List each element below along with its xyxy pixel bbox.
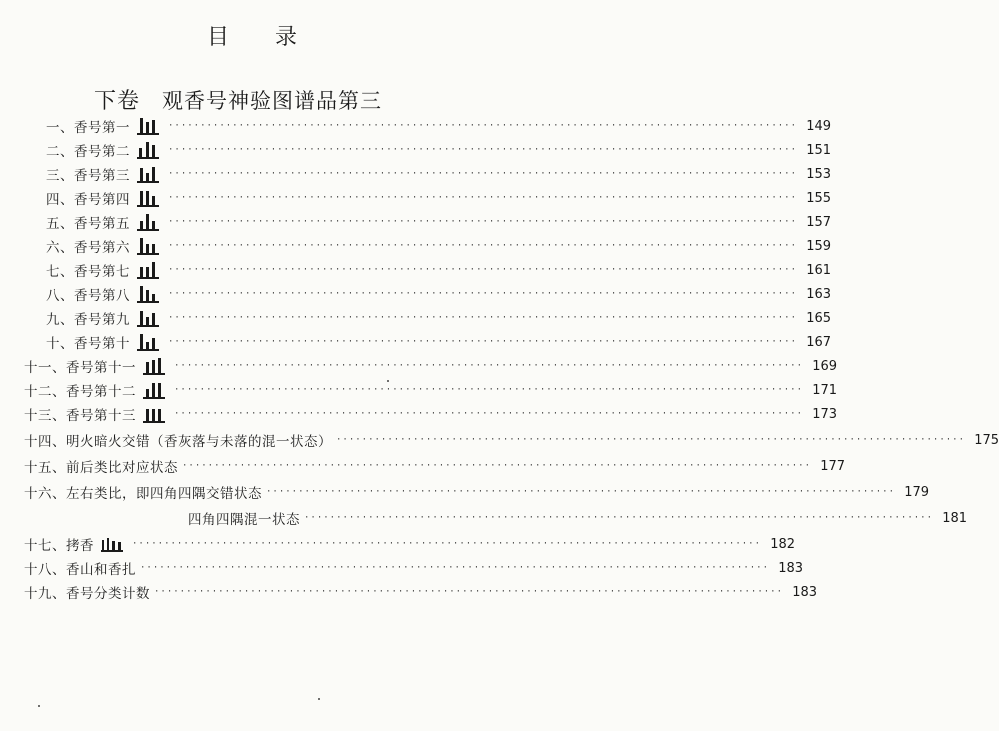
page-title-char-1: 目 [206,25,229,50]
toc-entry[interactable] [24,581,818,603]
section-heading [94,84,382,115]
toc-entry-label: 六、香号第六 [46,240,130,256]
toc-entry-page: 167 [806,334,832,350]
toc-entry-page: 175 [974,432,999,448]
dot-leader: ·································································································· [154,587,784,597]
toc-entry-label: 一、香号第一 [46,120,130,136]
dot-leader: ·································································································· [168,241,798,251]
dot-leader: ·································································································· [168,193,798,203]
toc-entry-page: 149 [806,118,832,134]
toc-entry[interactable] [24,533,796,555]
toc-entry[interactable] [24,379,838,401]
page-title-char-2: 录 [275,25,298,50]
toc-entry[interactable] [46,235,832,257]
incense-pattern-icon [136,308,160,328]
dot-leader: ·································································································· [174,385,804,395]
page-title [0,20,504,51]
toc-entry-page: 165 [806,310,832,326]
toc-entry-label: 七、香号第七 [46,264,130,280]
toc-entry-label: 十八、香山和香扎 [24,562,136,578]
toc-entry-label: 五、香号第五 [46,216,130,232]
toc-entry[interactable] [46,211,832,233]
dot-leader: ·································································································· [174,361,804,371]
toc-entry-page: 163 [806,286,832,302]
scan-speck [387,380,389,382]
dot-leader: ·································································································· [140,563,770,573]
toc-entry-label: 十一、香号第十一 [24,360,136,376]
toc-entry-label: 四角四隅混一状态 [188,512,300,528]
toc-entry-page: 173 [812,406,838,422]
toc-entry[interactable] [46,307,832,329]
dot-leader: ·································································································· [168,313,798,323]
toc-entry-page: 157 [806,214,832,230]
toc-entry-page: 159 [806,238,832,254]
toc-entry[interactable] [24,481,930,503]
toc-entry[interactable] [24,403,838,425]
toc-entry[interactable] [46,331,832,353]
incense-pattern-icon [136,164,160,184]
toc-entry-label: 十四、明火暗火交错（香灰落与未落的混一状态） [24,434,332,450]
toc-entry-page: 177 [820,458,846,474]
dot-leader: ·································································································· [168,289,798,299]
section-part: 下卷 [94,89,141,114]
toc-entry-label: 八、香号第八 [46,288,130,304]
incense-pattern-icon [136,188,160,208]
dot-leader: ·································································································· [168,145,798,155]
dot-leader: ·································································································· [168,121,798,131]
incense-pattern-icon [136,116,160,136]
dot-leader: ·································································································· [174,409,804,419]
toc-entry-page: 153 [806,166,832,182]
incense-pattern-icon [100,534,124,554]
toc-entry[interactable] [46,187,832,209]
incense-pattern-icon [136,212,160,232]
toc-entry-page: 181 [942,510,968,526]
toc-entry-page: 182 [770,536,796,552]
dot-leader: ·································································································· [168,217,798,227]
dot-leader: ·································································································· [132,539,762,549]
toc-entry-label: 十二、香号第十二 [24,384,136,400]
incense-pattern-icon [136,140,160,160]
toc-entry[interactable] [46,115,832,137]
toc-entry[interactable] [188,507,968,529]
toc-entry[interactable] [46,259,832,281]
dot-leader: ·································································································· [168,337,798,347]
incense-pattern-icon [142,356,166,376]
toc-entry-label: 四、香号第四 [46,192,130,208]
toc-entry[interactable] [46,139,832,161]
toc-entry-label: 十九、香号分类计数 [24,586,150,602]
toc-entry[interactable] [24,557,804,579]
toc-entry[interactable] [24,429,999,451]
toc-entry-label: 十五、前后类比对应状态 [24,460,178,476]
toc-entry-label: 二、香号第二 [46,144,130,160]
dot-leader: ·································································································· [336,435,966,445]
toc-entry[interactable] [46,283,832,305]
section-title: 观香号神验图谱品第三 [162,89,383,113]
toc-entry-page: 161 [806,262,832,278]
incense-pattern-icon [142,380,166,400]
dot-leader: ·································································································· [266,487,896,497]
dot-leader: ·································································································· [304,513,934,523]
toc-entry-page: 151 [806,142,832,158]
dot-leader: ·································································································· [168,265,798,275]
toc-entry-label: 十六、左右类比，即四角四隅交错状态 [24,486,262,502]
scan-speck [38,705,40,707]
toc-entry[interactable] [46,163,832,185]
dot-leader: ·································································································· [182,461,812,471]
toc-entry-page: 183 [778,560,804,576]
toc-entry-label: 十三、香号第十三 [24,408,136,424]
toc-entry-page: 183 [792,584,818,600]
toc-entry-page: 169 [812,358,838,374]
toc-entry-label: 九、香号第九 [46,312,130,328]
toc-entry-page: 155 [806,190,832,206]
incense-pattern-icon [136,236,160,256]
dot-leader: ·································································································· [168,169,798,179]
incense-pattern-icon [136,260,160,280]
toc-entry-label: 十七、拷香 [24,538,94,554]
toc-entry-page: 171 [812,382,838,398]
incense-pattern-icon [142,404,166,424]
toc-entry-label: 三、香号第三 [46,168,130,184]
scan-speck [318,698,320,700]
incense-pattern-icon [136,332,160,352]
toc-entry[interactable] [24,455,846,477]
toc-entry[interactable] [24,355,838,377]
toc-entry-label: 十、香号第十 [46,336,130,352]
toc-entry-page: 179 [904,484,930,500]
incense-pattern-icon [136,284,160,304]
